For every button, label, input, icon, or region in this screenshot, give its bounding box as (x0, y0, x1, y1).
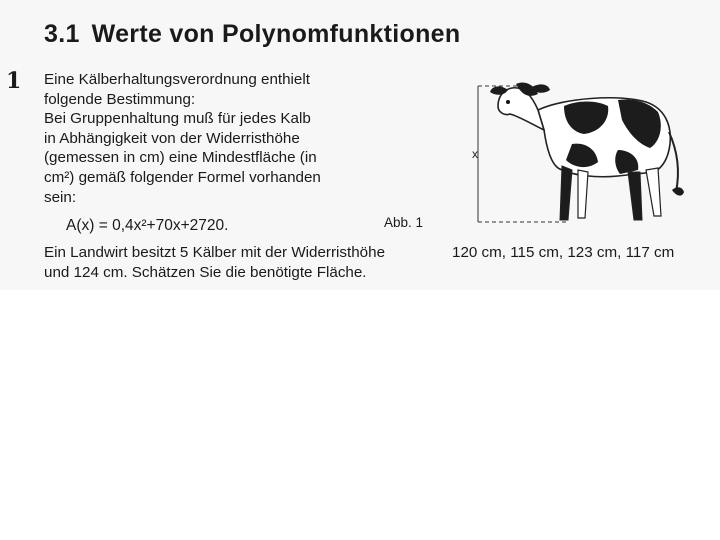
text-line: Eine Kälberhaltungsverordnung enthielt (44, 71, 310, 88)
calf-illustration (468, 72, 698, 232)
section-title: Werte von Polynomfunktionen (91, 20, 461, 48)
text-line: und 124 cm. Schätzen Sie die benötigte Fläche. (44, 263, 367, 281)
section-number: 3.1 (44, 20, 80, 48)
page-title (44, 20, 460, 49)
area-formula: A(x) = 0,4x²+70x+2720. (66, 217, 229, 234)
text-line: cm²) gemäß folgender Formel vorhanden (44, 168, 321, 186)
text-line: folgende Bestimmung: (44, 90, 196, 108)
exercise-intro (44, 70, 321, 207)
calf-heights: 120 cm, 115 cm, 123 cm, 117 cm (452, 244, 675, 261)
text-line: (gemessen in cm) eine Mindestfläche (in (44, 149, 317, 167)
height-label: x (472, 147, 478, 161)
figure-caption: Abb. 1 (384, 215, 424, 230)
text-line: Bei Gruppenhaltung muß für jedes Kalb (44, 110, 311, 128)
text-line: sein: (44, 188, 77, 206)
text-line: Ein Landwirt besitzt 5 Kälber mit der Widerristhöhe (44, 244, 386, 261)
text-line: in Abhängigkeit von der Widerristhöhe (44, 129, 300, 147)
exercise-number: 1 (6, 68, 22, 94)
exercise-task (44, 243, 385, 282)
